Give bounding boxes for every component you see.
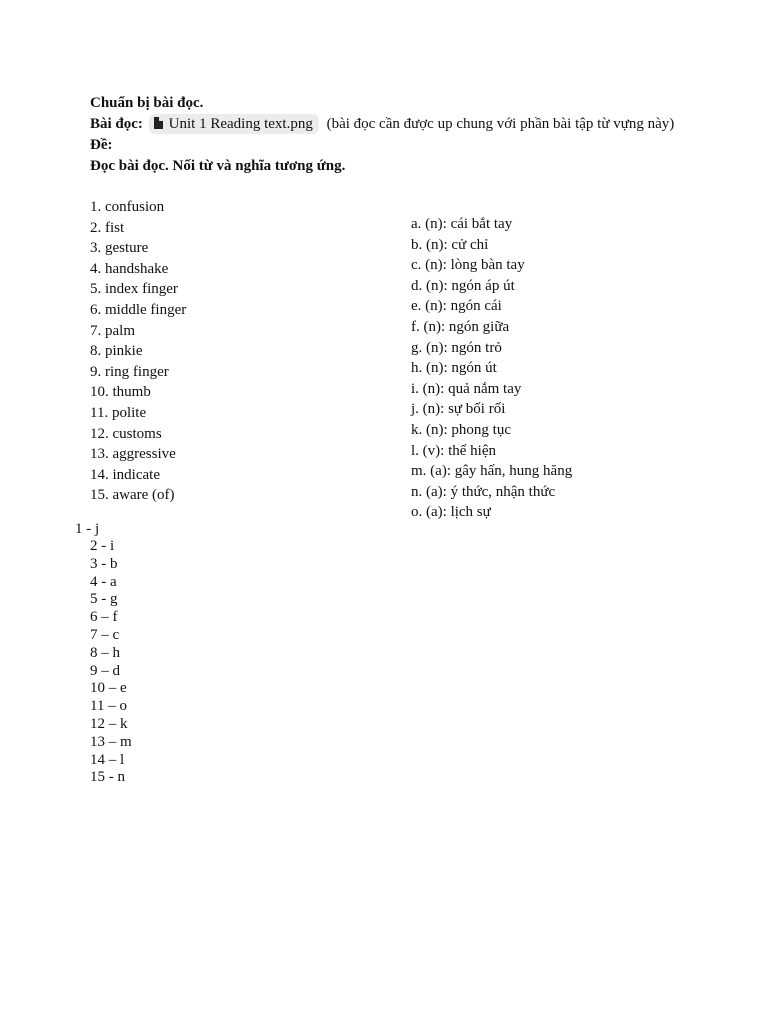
word-item: 2. fist <box>90 219 125 236</box>
answer-item: 8 – h <box>90 644 120 661</box>
answer-item: 4 - a <box>90 573 117 590</box>
file-icon <box>154 117 163 129</box>
attachment-chip[interactable] <box>149 114 319 134</box>
word-item: 8. pinkie <box>90 343 143 360</box>
answer-list <box>90 538 132 787</box>
meaning-item: l. (v): thể hiện <box>411 442 496 459</box>
meaning-item: g. (n): ngón trỏ <box>411 339 502 356</box>
word-list <box>90 197 186 506</box>
word-item: 3. gesture <box>90 240 149 257</box>
answer-item: 7 – c <box>90 626 120 643</box>
answer-item: 12 – k <box>90 715 128 732</box>
word-item: 7. palm <box>90 322 135 339</box>
word-item: 4. handshake <box>90 260 169 277</box>
answer-item: 3 - b <box>90 555 118 572</box>
answer-item: 13 – m <box>90 733 132 750</box>
answer-item: 9 – d <box>90 662 120 679</box>
reading-line <box>90 114 730 135</box>
word-item: 13. aggressive <box>90 446 176 463</box>
reading-note: (bài đọc cần được up chung với phần bài tập từ vựng này) <box>326 116 675 132</box>
meaning-item: m. (a): gây hấn, hung hăng <box>411 463 573 480</box>
word-item: 15. aware (of) <box>90 487 175 504</box>
meaning-item: o. (a): lịch sự <box>411 504 491 521</box>
word-item: 12. customs <box>90 425 162 442</box>
answer-item: 5 - g <box>90 591 118 608</box>
answer-item: 14 – l <box>90 751 125 768</box>
word-item: 6. middle finger <box>90 301 187 318</box>
meaning-item: i. (n): quả nắm tay <box>411 380 522 397</box>
section-title: Chuẩn bị bài đọc. <box>90 95 204 111</box>
meaning-item: a. (n): cái bắt tay <box>411 216 513 232</box>
de-label: Đề: <box>90 137 113 153</box>
attachment-name: Unit 1 Reading text.png <box>168 116 313 132</box>
word-item: 1. confusion <box>90 199 165 215</box>
meaning-item: k. (n): phong tục <box>411 421 511 438</box>
meaning-item: h. (n): ngón út <box>411 360 497 377</box>
answer-item: 1 - j <box>75 521 100 537</box>
answer-item: 15 - n <box>90 769 125 786</box>
document-header <box>90 93 730 177</box>
word-item: 9. ring finger <box>90 363 169 380</box>
word-item: 5. index finger <box>90 281 178 298</box>
answer-item: 10 – e <box>90 680 127 697</box>
answer-item: 11 – o <box>90 698 127 715</box>
word-item: 14. indicate <box>90 466 160 483</box>
meaning-item: c. (n): lòng bàn tay <box>411 257 525 274</box>
word-item: 10. thumb <box>90 384 151 401</box>
meaning-item: d. (n): ngón áp út <box>411 277 515 294</box>
answer-item: 2 - i <box>90 538 115 554</box>
meaning-item: n. (a): ý thức, nhận thức <box>411 483 556 500</box>
meaning-list <box>411 214 572 523</box>
instruction: Đọc bài đọc. Nối từ và nghĩa tương ứng. <box>90 158 346 174</box>
answer-item: 6 – f <box>90 609 118 626</box>
word-item: 11. polite <box>90 404 147 421</box>
meaning-item: b. (n): cử chỉ <box>411 236 489 253</box>
meaning-item: e. (n): ngón cái <box>411 298 502 315</box>
reading-label: Bài đọc: <box>90 116 143 132</box>
meaning-item: f. (n): ngón giữa <box>411 318 510 335</box>
meaning-item: j. (n): sự bối rối <box>411 401 506 418</box>
